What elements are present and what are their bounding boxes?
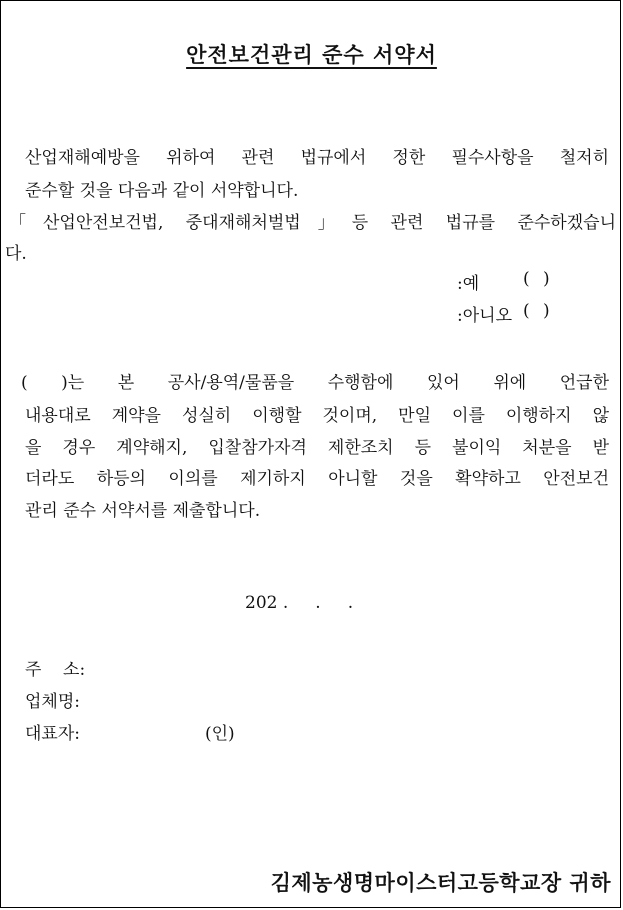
commitment-line-5: 관리 준수 서약서를 제출합니다. [25, 501, 261, 521]
document-title: 안전보건관리 준수 서약서 [186, 42, 437, 67]
representative-label: 대표자: [25, 724, 80, 744]
pledge-line-3: 「산업안전보건법, 중대재해처벌법」등 관련 법규를 준수하겠습니 [9, 213, 616, 233]
option-no-bracket[interactable]: ( ) [523, 301, 550, 321]
option-yes-label: :예 [457, 274, 480, 294]
addressee: 김제농생명마이스터고등학교장 귀하 [270, 870, 611, 895]
seal-mark: (인) [205, 724, 235, 744]
option-no-label: :아니오 [457, 306, 512, 326]
address-label: 주 소: [25, 660, 86, 680]
document-title-wrap [1, 39, 622, 69]
commitment-line-3: 을 경우 계약해지, 입찰참가자격 제한조치 등 불이익 처분을 받 [25, 438, 609, 458]
commitment-line-4: 더라도 하등의 이의를 제기하지 아니할 것을 확약하고 안전보건 [25, 469, 609, 489]
pledge-line-4: 다. [5, 244, 27, 264]
company-label: 업체명: [25, 692, 80, 712]
commitment-line-1: ( )는 본 공사/용역/물품을 수행함에 있어 위에 언급한 [21, 373, 609, 393]
option-yes-bracket[interactable]: ( ) [523, 269, 550, 289]
pledge-line-2: 준수할 것을 다음과 같이 서약합니다. [25, 181, 299, 201]
pledge-line-1: 산업재해예방을 위하여 관련 법규에서 정한 필수사항을 철저히 [25, 148, 609, 168]
commitment-line-2: 내용대로 계약을 성실히 이행할 것이며, 만일 이를 이행하지 않 [25, 406, 609, 426]
date-line[interactable]: 202 . . . [245, 593, 354, 613]
